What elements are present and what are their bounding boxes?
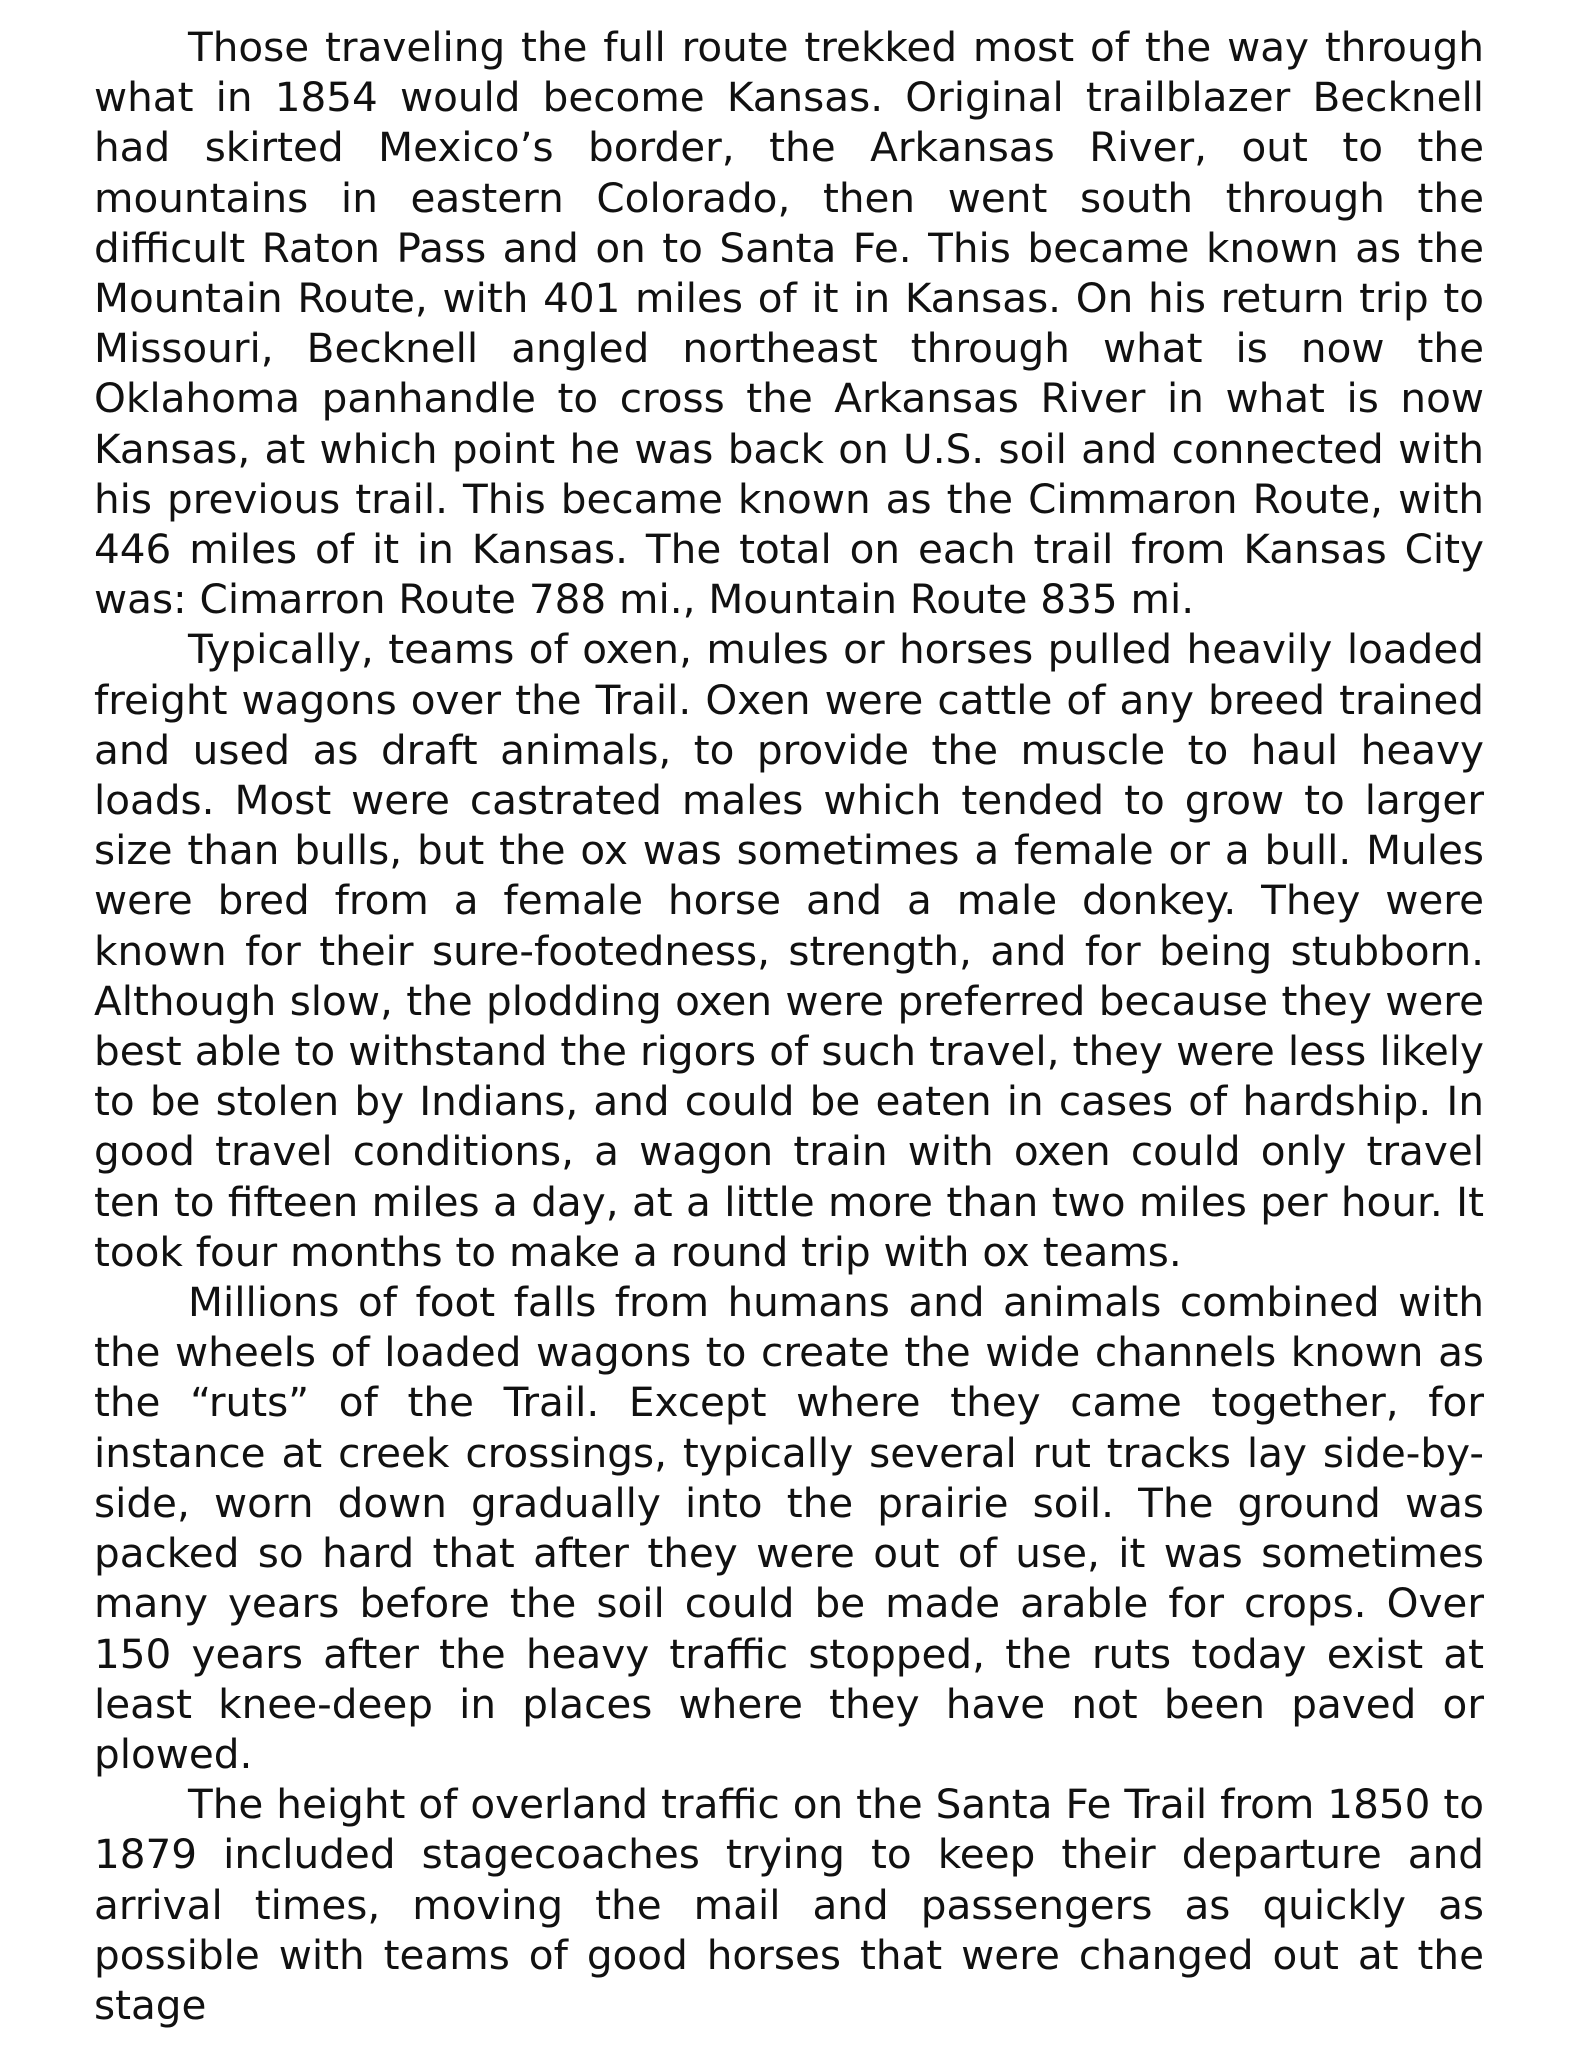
paragraph-stagecoaches: The height of overland traffic on the Santa Fe Trail from 1850 to 1879 included stagecoaches trying to keep their departure and arrival times, moving the mail and passengers as quickly as possible with teams of good horses that were changed out at the stage [94, 1780, 1484, 2029]
paragraph-mountain-route: Those traveling the full route trekked most of the way through what in 1854 would become Kansas. Original trailblazer Becknell had skirted Mexico’s border, the Arkansas River, out to the mountains in eastern Colorado, then went south through the difficult Raton Pass and on to Santa Fe. This became known as the Mountain Route, with 401 miles of it in Kansas. On his return trip to Missouri, Becknell angled northeast through what is now the Oklahoma panhandle to cross the Arkansas River in what is now Kansas, at which point he was back on U.S. soil and connected with his previous trail. This became known as the Cimmaron Route, with 446 miles of it in Kansas. The total on each trail from Kansas City was: Cimarron Route 788 mi., Mountain Route 835 mi. [94, 23, 1484, 624]
document-page [94, 22, 1484, 2032]
paragraph-trail-ruts: Millions of foot falls from humans and animals combined with the wheels of loaded wagons to create the wide channels known as the “ruts” of the Trail. Except where they came together, for instance at creek crossings, typically several rut tracks lay side-by-side, worn down gradually into the prairie soil. The ground was packed so hard that after they were out of use, it was sometimes many years before the soil could be made arable for crops. Over 150 years after the heavy traffic stopped, the ruts today exist at least knee-deep in places where they have not been paved or plowed. [94, 1278, 1484, 1778]
paragraph-oxen-mules: Typically, teams of oxen, mules or horses pulled heavily loaded freight wagons over the Trail. Oxen were cattle of any breed trained and used as draft animals, to provide the muscle to haul heavy loads. Most were castrated males which tended to grow to larger size than bulls, but the ox was sometimes a female or a bull. Mules were bred from a female horse and a male donkey. They were known for their sure-footedness, strength, and for being stubborn. Although slow, the plodding oxen were preferred because they were best able to withstand the rigors of such travel, they were less likely to be stolen by Indians, and could be eaten in cases of hardship. In good travel conditions, a wagon train with oxen could only travel ten to fifteen miles a day, at a little more than two miles per hour. It took four months to make a round trip with ox teams. [94, 625, 1484, 1276]
